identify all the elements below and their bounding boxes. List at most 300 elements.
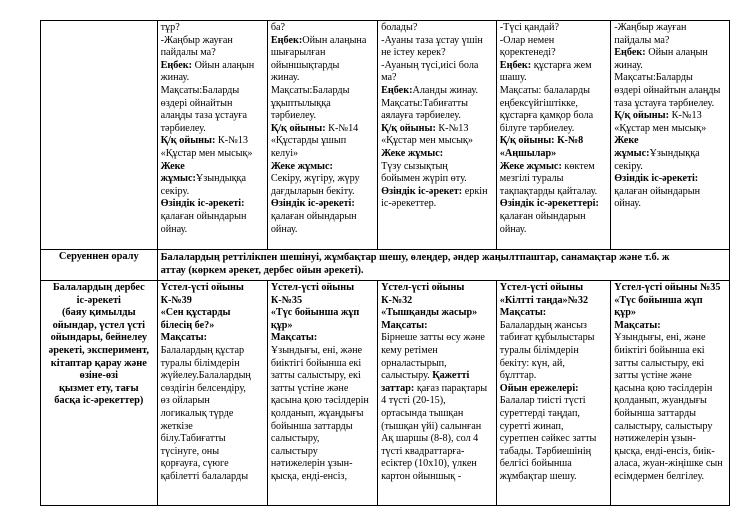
cell-line: [381, 370, 493, 383]
cell-line-text: тұр?: [160, 22, 180, 33]
cell-line-rest: К-№13: [215, 135, 249, 147]
cell-line: [500, 446, 607, 459]
walk-cell: [611, 21, 730, 250]
cell-line-text: өздері ойнайтын: [160, 97, 233, 109]
cell-line: [500, 395, 607, 408]
cell-line: [500, 370, 607, 383]
cell-line: [161, 173, 264, 186]
cell-line-text: есіктер (10х10), үлкен: [381, 458, 477, 470]
cell-line: [614, 198, 726, 211]
cell-line: [381, 110, 493, 123]
cell-line: [161, 395, 264, 408]
cell-line-text: салыстыру, салыстыру: [614, 420, 713, 432]
cell-line: [500, 332, 607, 345]
cell-line-text: қабілетті балаларды: [160, 470, 249, 482]
cell-line: [500, 421, 607, 434]
cell-line: [381, 446, 493, 459]
cell-line: [614, 471, 726, 484]
cell-line: [271, 35, 374, 48]
cell-line-text: логикалық түрде: [160, 407, 234, 419]
cell-line-text: орналастырып,: [381, 357, 447, 369]
cell-line: [161, 148, 264, 161]
cell-line-text: Мақсаты:: [381, 319, 428, 331]
cell-line-text: салыстыру,: [270, 433, 320, 445]
cell-line-text: нәтижелерін ұзын-: [270, 458, 353, 470]
cell-line-text: Еңбек:: [270, 34, 303, 46]
cell-line-text: құр»: [270, 319, 293, 331]
cell-line: [271, 135, 374, 148]
cell-line-rest: К-№13: [435, 122, 469, 134]
cell-line-text: Өзіндік іс-әрекет:: [381, 185, 463, 197]
cell-line: [500, 358, 607, 371]
cell-line: [381, 98, 493, 111]
cell-line: [161, 85, 264, 98]
cell-line: [161, 307, 264, 320]
cell-line-text: затты салыстыру, екі: [270, 370, 361, 382]
cell-line-text: жүйелеу.Балалардың: [160, 370, 251, 382]
cell-line-text: түсінуге, оны: [160, 445, 220, 457]
cell-line-text: (тышқан үйі) салынған: [381, 420, 482, 432]
walk-return-text-line: аттау (көркем әрекет, дербес ойын әрекеті).: [160, 265, 364, 276]
cell-line: [381, 383, 493, 396]
walk-return-text: [157, 250, 729, 281]
cell-line: [271, 320, 374, 333]
walk-cell: [378, 21, 497, 250]
cell-line: [271, 85, 374, 98]
cell-line-text: белгісі бойынша: [499, 458, 572, 470]
cell-line: [500, 85, 607, 98]
independent-label: [41, 281, 158, 506]
cell-line-text: «Сен құстарды: [160, 307, 231, 319]
cell-line: [500, 161, 607, 174]
empty-label-cell: [41, 21, 158, 250]
cell-line-text: жинау.: [160, 72, 190, 84]
cell-line: [161, 123, 264, 136]
document-page: [40, 20, 723, 506]
cell-line-text: болады?: [381, 22, 418, 33]
cell-line: [381, 85, 493, 98]
cell-line: [381, 72, 493, 85]
cell-line-text: құр»: [614, 307, 636, 319]
cell-line: [381, 22, 493, 35]
cell-line-text: бекіту: күн, ай,: [499, 357, 565, 369]
cell-line-text: табиғат құбылыстары: [499, 332, 595, 344]
cell-line-text: қалаған ойындарын: [499, 210, 586, 222]
cell-line: [271, 370, 374, 383]
game-cell: [378, 281, 497, 506]
cell-line: [161, 161, 264, 174]
cell-line: [381, 60, 493, 73]
cell-line-text: «Кілтті таңда»№32: [499, 294, 589, 306]
cell-line-text: Түзу сызықтың: [381, 160, 448, 172]
cell-line-text: Қ/қ ойыны: К-№8: [499, 135, 584, 147]
cell-line-rest: қағаз парақтары: [414, 382, 488, 394]
cell-line-text: Үстел-үсті ойыны: [381, 282, 465, 293]
cell-line-text: биіктігі бойынша екі: [614, 344, 705, 356]
cell-line-text: ойнау.: [499, 223, 527, 235]
cell-line: [614, 173, 726, 186]
cell-line-text: «Тышқанды жасыр»: [381, 307, 478, 319]
cell-line: [500, 186, 607, 199]
cell-line-text: білу.Табиғатты: [160, 433, 226, 445]
cell-line: [271, 224, 374, 237]
cell-line: [614, 433, 726, 446]
cell-line-text: туралы білімдерін: [160, 357, 240, 369]
cell-line: [500, 345, 607, 358]
cell-line: [161, 295, 264, 308]
cell-line-text: салыстыру: [270, 445, 318, 457]
cell-line: [500, 47, 607, 60]
cell-line: [614, 35, 726, 48]
cell-line-rest: еркін: [462, 185, 488, 197]
cell-line-rest: Ұзындыққа: [195, 173, 247, 185]
cell-line: [161, 471, 264, 484]
cell-line-text: ойнау.: [614, 198, 641, 210]
cell-line-text: Еңбек:: [381, 84, 413, 96]
cell-line: [271, 148, 374, 161]
cell-line: [161, 282, 264, 295]
cell-line: [500, 35, 607, 48]
cell-line: [271, 332, 374, 345]
cell-line-text: Ұзындығы, ені, және: [270, 344, 363, 356]
cell-line: [500, 383, 607, 396]
cell-line-rest: Ұзындыққа: [649, 147, 700, 159]
cell-line: [614, 98, 726, 111]
cell-line: [381, 173, 493, 186]
cell-line: [271, 186, 374, 199]
cell-line-text: Еңбек:: [160, 59, 193, 71]
cell-line-text: Жеке: [614, 135, 639, 147]
cell-line: [271, 345, 374, 358]
cell-line-text: Еңбек:: [499, 59, 532, 71]
cell-line: [614, 307, 726, 320]
cell-line-text: түсті квадраттарға-: [381, 445, 465, 457]
cell-line: [614, 408, 726, 421]
cell-line-text: Мақсаты:Табиғатты: [381, 97, 468, 109]
cell-line: [500, 72, 607, 85]
cell-line-text: Балалардың жансыз: [499, 319, 587, 331]
cell-line: [614, 370, 726, 383]
cell-line: [161, 198, 264, 211]
cell-line-text: -Түсі қандай?: [499, 22, 559, 33]
walk-cell: [267, 21, 377, 250]
cell-line-text: Балалар тиісті түсті: [499, 395, 586, 407]
cell-line: [381, 395, 493, 408]
cell-line-text: іс-әрекеттер.: [381, 198, 437, 210]
cell-line-text: суретті жинап,: [499, 420, 564, 432]
cell-line: [381, 320, 493, 333]
cell-line: [381, 358, 493, 371]
cell-line: [161, 433, 264, 446]
cell-line-text: -Олар немен: [499, 34, 555, 46]
label-line: кітаптар қарау және: [50, 357, 147, 369]
cell-line-text: «Аңшылар»: [499, 147, 557, 159]
cell-line: [500, 433, 607, 446]
walk-row: [41, 21, 730, 250]
cell-line: [271, 198, 374, 211]
cell-line-text: табады. Тәрбиешінің: [499, 445, 592, 457]
cell-line-text: -Жаңбыр жауған: [160, 34, 233, 46]
cell-line-text: сөздігін белсендіру,: [160, 382, 246, 394]
cell-line-text: қолданып, жұаңдығы: [270, 407, 364, 419]
cell-line-text: еңбексүйгіштікке,: [499, 97, 578, 109]
cell-line-text: Қ/қ ойыны:: [270, 122, 326, 134]
cell-line: [381, 282, 493, 295]
cell-line-rest: Ойын алаңын: [192, 59, 255, 71]
cell-line: [500, 224, 607, 237]
cell-line-text: қалаған ойындарын: [270, 210, 357, 222]
cell-line-text: шығарылған: [270, 47, 326, 59]
walk-return-row: [41, 250, 730, 281]
cell-line: [161, 458, 264, 471]
cell-line-text: ұқыптылыққа: [270, 97, 331, 109]
cell-line: [161, 186, 264, 199]
cell-line-rest: құстарға жем: [531, 59, 592, 71]
cell-line: [614, 135, 726, 148]
cell-line-text: қоректенеді?: [499, 47, 556, 59]
cell-line-text: К-№35: [270, 294, 303, 306]
cell-line: [271, 60, 374, 73]
cell-line-text: Жеке жұмыс:: [499, 160, 562, 172]
cell-line-text: білуге тәрбиелеу.: [499, 122, 575, 134]
cell-line-text: Жеке: [160, 160, 185, 172]
walk-cell: [157, 21, 267, 250]
cell-line: [271, 110, 374, 123]
cell-line-text: суретпен сәйкес затты: [499, 433, 597, 445]
cell-line: [500, 60, 607, 73]
cell-line-text: суреттерді таңдап,: [499, 407, 580, 419]
cell-line: [271, 446, 374, 459]
cell-line: [614, 161, 726, 174]
cell-line-text: қасына қою тәсілдерін: [614, 382, 713, 394]
cell-line-text: затты салыстыру, екі: [614, 357, 705, 369]
cell-line-text: Қ/қ ойыны:: [160, 135, 216, 147]
cell-line: [614, 72, 726, 85]
cell-line-text: секіру.: [614, 160, 643, 172]
cell-line: [381, 161, 493, 174]
cell-line-rest: К-№13: [669, 110, 702, 122]
cell-line-text: биіктігі бойынша екі: [270, 357, 362, 369]
cell-line-text: жеткізе: [160, 420, 193, 432]
cell-line-rest: К-№14: [325, 122, 359, 134]
cell-line-text: ортасында тышқан: [381, 407, 464, 419]
cell-line: [271, 421, 374, 434]
cell-line: [614, 345, 726, 358]
cell-line-text: ойнау.: [270, 223, 298, 235]
cell-line-text: кему ретімен: [381, 344, 438, 356]
cell-line: [500, 22, 607, 35]
cell-line: [271, 433, 374, 446]
cell-line: [271, 295, 374, 308]
cell-line-text: Секіру, жүгіру, жүру: [270, 173, 360, 185]
cell-line: [614, 421, 726, 434]
cell-line: [500, 173, 607, 186]
cell-line: [271, 47, 374, 60]
cell-line-text: Бірнеше затты өсу және: [381, 332, 485, 344]
cell-line-text: келуі»: [270, 147, 299, 159]
cell-line-text: нәтижелерін ұзын-: [614, 433, 696, 445]
cell-line: [161, 35, 264, 48]
label-line: ойындары, бейнелеу: [50, 332, 148, 344]
cell-line-text: «Түс бойынша жұп: [270, 307, 360, 319]
cell-line-text: қолданып, жуандығы: [614, 395, 707, 407]
cell-line: [614, 332, 726, 345]
cell-line-text: ойнау.: [160, 223, 188, 235]
cell-line: [271, 161, 374, 174]
cell-line-text: Өзіндік іс-әрекеті:: [160, 198, 245, 210]
label-line: өзіне-өзі: [79, 370, 119, 382]
cell-line-rest: Қажетті: [429, 370, 470, 382]
cell-line-text: Мақсаты:: [160, 332, 207, 344]
cell-line: [500, 307, 607, 320]
cell-line-text: К-№39: [160, 294, 192, 306]
plan-table: [40, 20, 730, 506]
cell-line-text: заттар:: [381, 382, 415, 394]
cell-line: [614, 110, 726, 123]
cell-line: [614, 22, 726, 35]
cell-line-text: таза ұстауға тәрбиелеу.: [614, 97, 715, 109]
cell-line: [161, 408, 264, 421]
cell-line-text: білесің бе?»: [160, 319, 215, 331]
cell-line: [161, 358, 264, 371]
cell-line-text: секіру.: [160, 185, 190, 197]
cell-line: [271, 211, 374, 224]
cell-line: [381, 135, 493, 148]
cell-line: [271, 98, 374, 111]
cell-line: [161, 98, 264, 111]
cell-line-text: не істеу керек?: [381, 47, 446, 59]
cell-line: [614, 358, 726, 371]
cell-line-text: Қ/қ ойыны:: [614, 110, 670, 122]
cell-line-text: «Құстар мен мысық»: [160, 147, 253, 159]
cell-line-text: Үстел-үсті ойыны: [270, 282, 355, 293]
cell-line: [161, 224, 264, 237]
cell-line-text: жинау.: [614, 59, 643, 71]
cell-line: [500, 295, 607, 308]
cell-line: [271, 307, 374, 320]
cell-line-text: Мақсаты: балаларды: [499, 84, 590, 96]
cell-line-text: Жеке жұмыс:: [381, 147, 444, 159]
cell-line: [500, 282, 607, 295]
cell-line-text: бойынша заттарды: [270, 420, 353, 432]
cell-line-text: құстарға қамқор бола: [499, 110, 594, 122]
label-line: әрекеті, эксперимент,: [48, 344, 149, 356]
cell-line: [381, 123, 493, 136]
cell-line: [500, 408, 607, 421]
cell-line: [381, 433, 493, 446]
cell-line-text: К-№32: [381, 294, 413, 306]
cell-line: [381, 47, 493, 60]
cell-line-text: ба?: [270, 22, 286, 33]
cell-line-text: «Түс бойынша жұп: [614, 294, 703, 306]
cell-line-rest: Ойын алаңын: [645, 47, 708, 59]
cell-line: [161, 47, 264, 60]
cell-line-text: Үстел-үсті ойыны №35: [614, 282, 721, 293]
cell-line-text: қалаған ойындарын: [160, 210, 247, 222]
cell-line-text: жинау.: [270, 72, 300, 84]
game-cell: [157, 281, 267, 506]
cell-line-text: 4 түсті (20-15),: [381, 395, 446, 407]
walk-return-text-line: Балалардың реттілікпен шешінуі, жұмбақтар шешу, өлеңдер, әндер жаңылтпаштар, санамақтар және т.б. ж: [160, 252, 670, 263]
cell-line: [614, 85, 726, 98]
cell-line-text: Өзіндік іс-әрекеті:: [270, 198, 355, 210]
cell-line: [614, 60, 726, 73]
independent-row: [41, 281, 730, 506]
label-line: қызмет ету, тағы: [58, 382, 139, 394]
cell-line: [381, 186, 493, 199]
cell-line: [614, 395, 726, 408]
cell-line-text: жұмыс:: [160, 173, 196, 185]
cell-line: [271, 408, 374, 421]
cell-line: [161, 320, 264, 333]
game-cell: [496, 281, 610, 506]
cell-line-text: Мақсаты:: [499, 307, 547, 319]
cell-line: [161, 383, 264, 396]
cell-line-text: Мақсаты:Баларды: [270, 84, 350, 96]
cell-line: [614, 282, 726, 295]
cell-line-text: қысқа, енді-енсіз, биік-: [614, 445, 715, 457]
cell-line: [381, 471, 493, 484]
walk-cell: [496, 21, 610, 250]
cell-line-text: Балалардың құстар: [160, 344, 245, 356]
cell-line: [161, 110, 264, 123]
cell-line-text: жұмыс:: [614, 147, 650, 159]
cell-line-text: Қ/қ ойыны:: [381, 122, 436, 134]
cell-line: [500, 471, 607, 484]
cell-line: [500, 110, 607, 123]
cell-line: [161, 446, 264, 459]
game-cell: [611, 281, 730, 506]
cell-line: [271, 22, 374, 35]
cell-line-text: Ақ шаршы (8-8), сол 4: [381, 433, 479, 445]
cell-line: [614, 123, 726, 136]
cell-line-text: шашу.: [499, 72, 527, 84]
cell-line: [271, 72, 374, 85]
cell-line: [161, 22, 264, 35]
cell-line-text: Үстел-үсті ойыны: [499, 282, 584, 293]
cell-line-text: затты үстіне және: [270, 382, 349, 394]
cell-line-text: Ойын ережелері:: [499, 382, 579, 394]
cell-line: [161, 135, 264, 148]
cell-line: [500, 211, 607, 224]
cell-line: [381, 295, 493, 308]
cell-line: [271, 383, 374, 396]
cell-line-text: картон ойыншық -: [381, 470, 462, 482]
cell-line: [161, 332, 264, 345]
cell-line-text: Үстел-үсті ойыны: [160, 282, 244, 293]
cell-line: [271, 395, 374, 408]
cell-line-text: мезгілі туралы: [499, 173, 564, 185]
cell-line-text: өздері ойнайтын алаңды: [614, 84, 721, 96]
cell-line: [500, 320, 607, 333]
cell-line-text: тақпақтарды қайталау.: [499, 185, 598, 197]
cell-line-text: «Құстарды ұшып: [270, 135, 347, 147]
cell-line: [381, 458, 493, 471]
cell-line-text: Ұзындығы, ені, және: [614, 332, 706, 344]
cell-line: [381, 345, 493, 358]
cell-line: [500, 458, 607, 471]
cell-line-text: Мақсаты:Баларды: [160, 84, 240, 96]
label-line: ойындар, үстел үсті: [52, 319, 146, 331]
cell-line-text: алаңды таза ұстауға: [160, 110, 248, 122]
cell-line-text: Жеке жұмыс:: [270, 160, 333, 172]
cell-line: [161, 370, 264, 383]
cell-line-text: бойынша заттарды: [614, 407, 697, 419]
cell-line: [500, 123, 607, 136]
cell-line: [500, 98, 607, 111]
cell-line: [381, 307, 493, 320]
label-line: іс-әрекеті: [76, 294, 121, 306]
